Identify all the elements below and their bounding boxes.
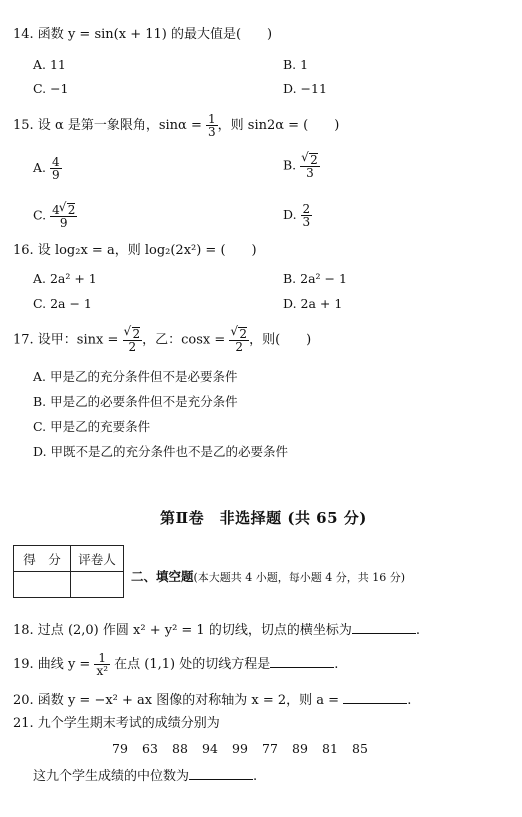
q15-c-rad: √ 2 <box>67 203 76 216</box>
q17-f2-rad: √ 2 <box>238 327 247 340</box>
q20-answer-blank[interactable] <box>343 691 407 704</box>
score-table <box>13 545 124 598</box>
q15-option-b <box>283 153 320 179</box>
score-value: 81 <box>322 741 338 756</box>
q15-option-c <box>33 203 77 229</box>
q19-frac <box>94 652 110 677</box>
q17-option-b: B. 甲是乙的必要条件但不是充分条件 <box>33 394 238 409</box>
score-value: 77 <box>262 741 278 756</box>
score-header-score: 得 分 <box>14 546 71 572</box>
q17-option-c: C. 甲是乙的充要条件 <box>33 419 151 434</box>
q15-d-frac <box>301 203 313 228</box>
q17-stem-mid: ，乙：cosx = <box>142 332 230 348</box>
q15-c-den: 9 <box>50 216 77 229</box>
q17-frac-1 <box>123 327 143 353</box>
q16-option-b: B. 2a² − 1 <box>283 271 347 286</box>
q14-option-c: C. −1 <box>33 81 69 96</box>
q17-f1-rad: √ 2 <box>132 327 141 340</box>
q21-scores <box>105 741 375 757</box>
q15-b-num: √ 2 <box>309 153 318 166</box>
q21-answer-blank[interactable] <box>189 767 253 780</box>
q15-stem-pre: 15. 设 α 是第一象限角，sinα = <box>13 118 206 133</box>
q16-option-c: C. 2a − 1 <box>33 296 92 311</box>
score-header-grader: 评卷人 <box>71 546 124 572</box>
score-value: 79 <box>112 741 128 756</box>
q17-f2-den: 2 <box>229 340 249 353</box>
q15-stem-post: ，则 sin2α = ( ) <box>217 118 340 133</box>
score-value: 85 <box>352 741 368 756</box>
q19-frac-num: 1 <box>98 651 107 665</box>
q15-b-frac <box>300 153 320 179</box>
q20 <box>13 691 411 709</box>
q15-a-frac <box>50 156 62 181</box>
score-cell <box>14 572 71 598</box>
q14-option-b: B. 1 <box>283 57 309 72</box>
score-value: 89 <box>292 741 308 756</box>
q15-b-label: B. <box>283 157 297 173</box>
q14-stem-math: y = sin(x + 11) <box>67 27 167 42</box>
q15-b-den: 3 <box>300 166 320 179</box>
q17-f1-den: 2 <box>123 340 143 353</box>
score-value: 63 <box>142 741 158 756</box>
q21-tail-post: . <box>253 769 258 784</box>
q17-stem-pre: 17. 设甲：sinx = <box>13 332 123 348</box>
q19-mid: 在点 (1,1) 处的切线方程是 <box>110 657 271 672</box>
q14-option-a: A. 11 <box>33 57 66 72</box>
q15-option-a <box>33 156 62 181</box>
q21-stem: 21. 九个学生期末考试的成绩分别为 <box>13 716 220 731</box>
q21-tail-text: 这九个学生成绩的中位数为 <box>33 769 190 784</box>
q14-stem <box>13 27 272 43</box>
q17-frac-2 <box>229 327 249 353</box>
q15-d-den: 3 <box>302 215 311 229</box>
q19-answer-blank[interactable] <box>270 655 334 668</box>
score-value: 99 <box>232 741 248 756</box>
q14-stem-pre: 14. 函数 <box>13 27 68 42</box>
q19 <box>13 652 338 677</box>
q16-stem: 16. 设 log₂x = a，则 log₂(2x²) = ( ) <box>13 243 257 258</box>
q18-post: . <box>415 623 420 638</box>
score-value: 88 <box>172 741 188 756</box>
q18 <box>13 621 420 639</box>
q15-frac <box>206 113 218 138</box>
q14-option-d: D. −11 <box>283 81 327 96</box>
q15-frac-num: 1 <box>208 112 216 126</box>
q15-a-den: 9 <box>52 168 60 182</box>
grader-cell <box>71 572 124 598</box>
section-title: 第Ⅱ卷 非选择题 (共 65 分) <box>160 509 367 527</box>
q21-tail <box>33 767 257 785</box>
q17-option-d: D. 甲既不是乙的充分条件也不是乙的必要条件 <box>33 444 289 459</box>
q18-text: 18. 过点 (2,0) 作圆 x² + y² = 1 的切线，切点的横坐标为 <box>13 623 352 638</box>
q19-pre: 19. 曲线 y = <box>13 657 95 672</box>
q14-stem-post: 的最大值是( ) <box>166 27 273 42</box>
q17-stem <box>13 327 311 353</box>
q20-post: . <box>407 693 412 708</box>
q19-frac-den: x² <box>96 664 109 678</box>
q15-a-num: 4 <box>52 155 60 169</box>
q15-option-d <box>283 203 312 228</box>
q16-option-a: A. 2a² + 1 <box>33 271 97 286</box>
q16-option-d: D. 2a + 1 <box>283 296 343 311</box>
score-value: 94 <box>202 741 218 756</box>
part-note: (本大题共 4 小题，每小题 4 分，共 16 分) <box>193 571 406 584</box>
q15-c-coef: 4 <box>52 203 60 217</box>
q15-d-num: 2 <box>302 202 311 216</box>
part-heading <box>131 566 405 585</box>
q17-option-a: A. 甲是乙的充分条件但不是必要条件 <box>33 369 238 384</box>
q15-d-label: D. <box>283 207 297 222</box>
part-title: 二、填空题 <box>131 569 194 584</box>
q15-c-frac <box>50 203 77 229</box>
q15-a-label: A. <box>33 160 47 175</box>
q20-text: 20. 函数 y = −x² + ax 图像的对称轴为 x = 2，则 a = <box>13 693 344 708</box>
q17-stem-post: ，则( ) <box>249 332 312 348</box>
q15-c-label: C. <box>33 207 47 223</box>
q15-stem <box>13 113 339 138</box>
q19-post: . <box>334 657 339 672</box>
q18-answer-blank[interactable] <box>352 621 416 634</box>
q15-frac-den: 3 <box>208 125 216 139</box>
